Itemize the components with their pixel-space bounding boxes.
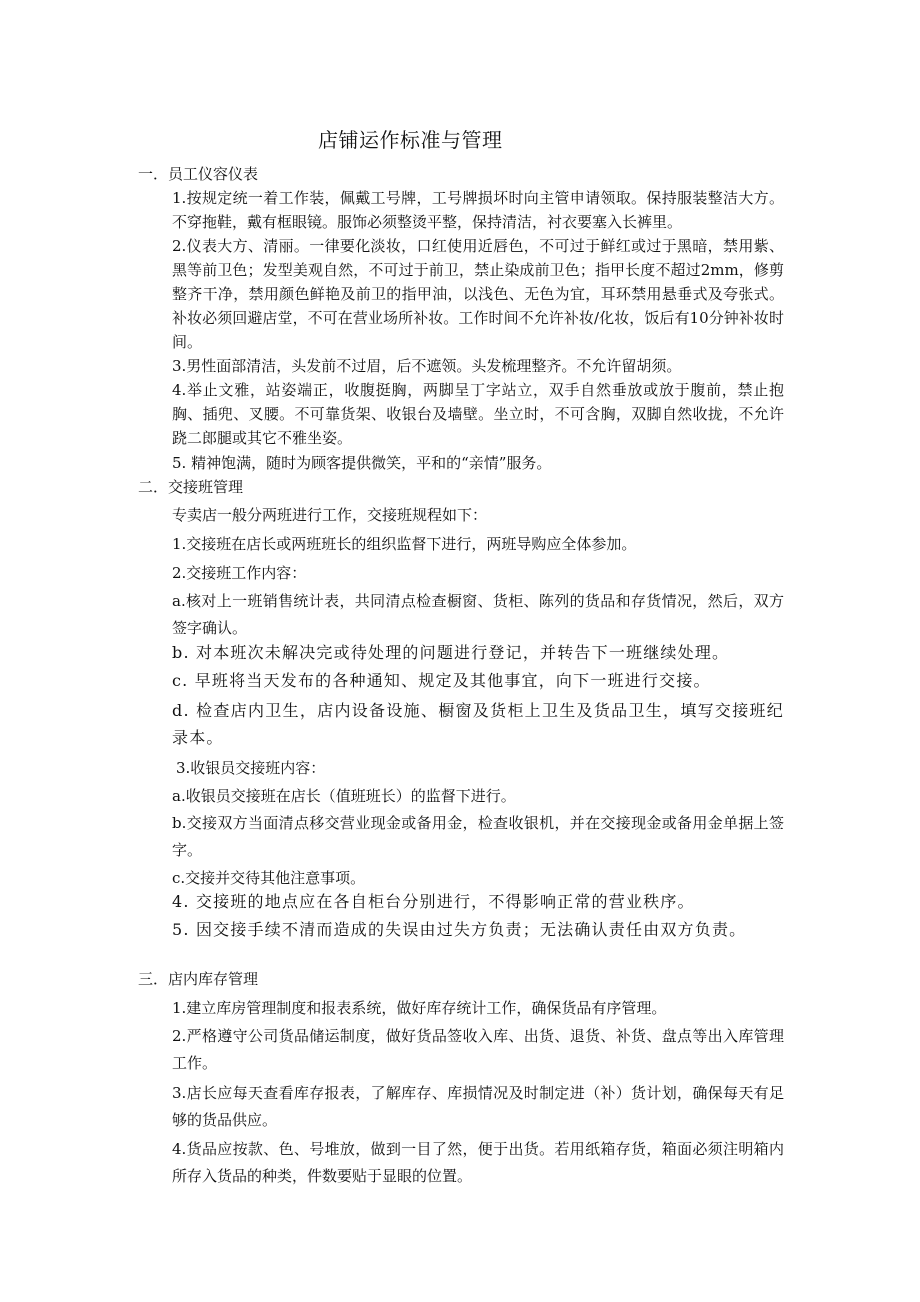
paragraph: 4.货品应按款、色、号堆放，做到一目了然，便于出货。若用纸箱存货，箱面必须注明箱内所存入货品的种类，件数要贴于显眼的位置。	[172, 1140, 784, 1185]
paragraph: 2.严格遵守公司货品储运制度，做好货品签收入库、出货、退货、补货、盘点等出入库管理工作。	[172, 1027, 784, 1072]
paragraph: 3.男性面部清洁，头发前不过眉，后不遮领。头发梳理整齐。不允许留胡须。	[172, 357, 682, 375]
paragraph: 专卖店一般分两班进行工作，交接班规程如下：	[172, 506, 488, 524]
paragraph: a.收银员交接班在店长（值班班长）的监督下进行。	[172, 787, 516, 805]
paragraph: 2.交接班工作内容：	[172, 564, 307, 582]
document-title: 店铺运作标准与管理	[318, 128, 503, 152]
section-heading-inventory: 三．店内库存管理	[138, 970, 259, 988]
paragraph: 1.按规定统一着工作装，佩戴工号牌，工号牌损坏时向主管申请领取。保持服装整洁大方。不穿拖鞋，戴有框眼镜。服饰必须整烫平整，保持清洁，衬衣要塞入长裤里。	[172, 189, 784, 231]
paragraph: 3.收银员交接班内容：	[176, 759, 326, 777]
paragraph: 5. 精神饱满，随时为顾客提供微笑，平和的“亲情”服务。	[172, 454, 552, 472]
paragraph: d. 检查店内卫生，店内设备设施、橱窗及货柜上卫生及货品卫生，填写交接班纪录本。	[172, 701, 784, 747]
paragraph: c.交接并交待其他注意事项。	[172, 869, 366, 887]
paragraph: a.核对上一班销售统计表，共同清点检查橱窗、货柜、陈列的货品和存货情况，然后，双方签字确认。	[172, 592, 784, 637]
paragraph: 1.建立库房管理制度和报表系统，做好库存统计工作，确保货品有序管理。	[172, 999, 667, 1017]
paragraph: c. 早班将当天发布的各种通知、规定及其他事宜，向下一班进行交接。	[172, 671, 711, 690]
paragraph: 5. 因交接手续不清而造成的失误由过失方负责；无法确认责任由双方负责。	[172, 920, 747, 939]
paragraph: b. 对本班次未解决完或待处理的问题进行登记，并转告下一班继续处理。	[172, 643, 730, 662]
paragraph: 3.店长应每天查看库存报表，了解库存、库损情况及时制定进（补）货计划，确保每天有足够的货品供应。	[172, 1084, 784, 1129]
section-heading-appearance: 一．员工仪容仪表	[138, 165, 259, 183]
paragraph: 4.举止文雅，站姿端正，收腹挺胸，两脚呈丁字站立，双手自然垂放或放于腹前，禁止抱胸、插兜、叉腰。不可靠货架、收银台及墙壁。坐立时，不可含胸，双脚自然收拢，不允许跷二郎腿或其它不雅坐姿。	[172, 381, 784, 447]
paragraph: b.交接双方当面清点移交营业现金或备用金，检查收银机，并在交接现金或备用金单据上签字。	[172, 814, 784, 859]
paragraph: 4. 交接班的地点应在各自柜台分别进行，不得影响正常的营业秩序。	[172, 892, 695, 911]
paragraph: 2.仪表大方、清丽。一律要化淡妆，口红使用近唇色，不可过于鲜红或过于黑暗，禁用紫、黑等前卫色；发型美观自然，不可过于前卫，禁止染成前卫色；指甲长度不超过2mm，修剪整齐干净，禁用颜色鲜艳及前卫的指甲油，以浅色、无色为宜，耳环禁用悬垂式及夸张式。补妆必须回避店堂，不可在营业场所补妆。工作时间不允许补妆/化妆，饭后有10分钟补妆时间。	[172, 237, 784, 351]
section-heading-shift-handover: 二．交接班管理	[138, 478, 244, 496]
paragraph: 1.交接班在店长或两班班长的组织监督下进行，两班导购应全体参加。	[172, 535, 637, 553]
